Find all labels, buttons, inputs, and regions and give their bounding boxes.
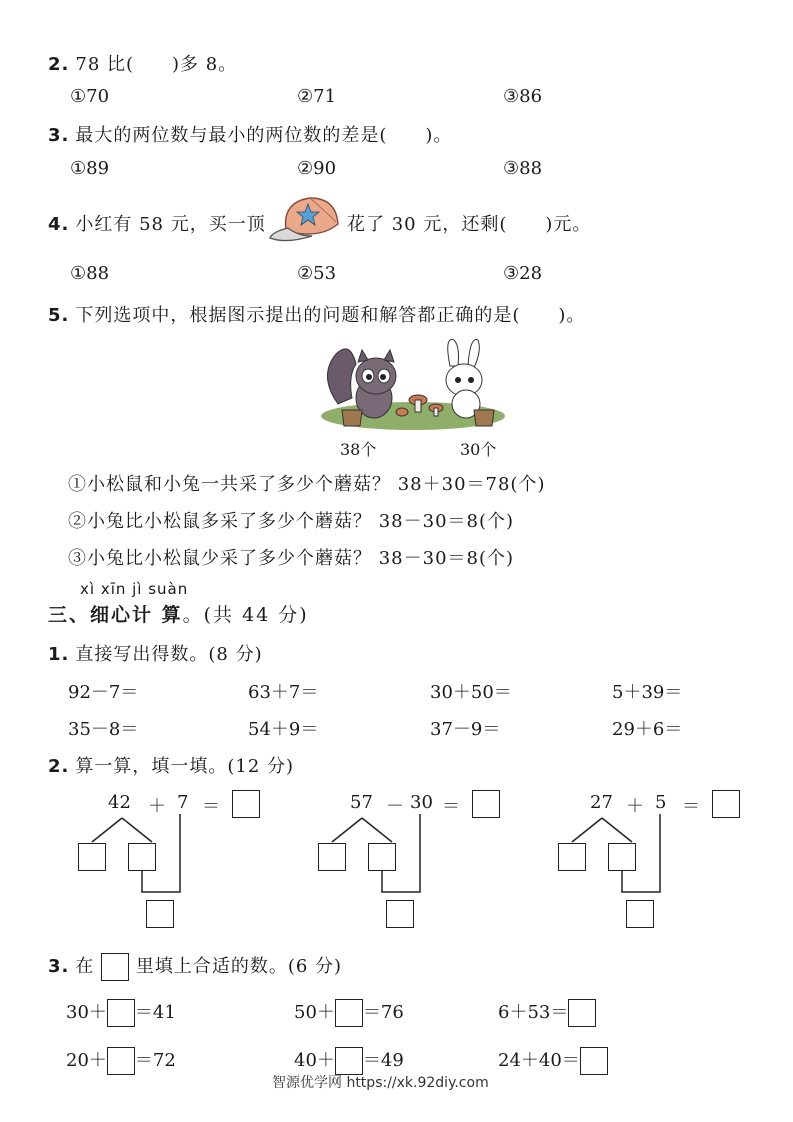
- diagram-3-split-box-right[interactable]: [608, 843, 636, 871]
- diagram-3-equals: ＝: [682, 796, 700, 817]
- choice-3[interactable]: ③小兔比小松鼠少采了多少个蘑菇？ 38－30＝8(个): [68, 548, 515, 569]
- diagram-2-equals: ＝: [442, 796, 460, 817]
- question-number: 3.: [48, 956, 70, 977]
- subquestion-3: [48, 952, 342, 981]
- question-4: [48, 210, 266, 236]
- section-title-main: 三、细心计 算: [48, 604, 183, 626]
- fill-item: [498, 1046, 608, 1075]
- calc-item[interactable]: 5＋39＝: [612, 682, 683, 703]
- option-3[interactable]: ③28: [503, 263, 543, 284]
- question-3: [48, 121, 452, 147]
- diagram-2-result-box[interactable]: [386, 900, 414, 928]
- diagram-1-operand-b: 7: [177, 792, 189, 813]
- question-number: 4.: [48, 214, 70, 235]
- diagram-3-answer-box[interactable]: [712, 790, 740, 818]
- subquestion-1: [48, 640, 263, 666]
- subquestion-2: [48, 752, 294, 778]
- question-5: [48, 301, 585, 327]
- calc-item[interactable]: 37－9＝: [430, 719, 501, 740]
- question-text-part1: 小红有 58 元，买一顶: [75, 214, 266, 235]
- diagram-1-operand-a: 42: [108, 792, 131, 813]
- fill-item-right: ＝41: [134, 1002, 176, 1023]
- footer-watermark: 智源优学网 https://xk.92diy.com: [272, 1075, 489, 1091]
- fill-box[interactable]: [107, 1047, 135, 1075]
- squirrel-rabbit-illustration: [318, 336, 508, 436]
- cap-icon: [268, 190, 348, 248]
- diagram-1-result-box[interactable]: [146, 900, 174, 928]
- fill-box[interactable]: [335, 1047, 363, 1075]
- fill-item-left: 50＋: [294, 1002, 335, 1023]
- question-text-part2: 里填上合适的数。(6 分): [135, 956, 343, 977]
- fill-item: [66, 998, 176, 1027]
- question-number: 5.: [48, 305, 70, 326]
- diagram-1-split-box-right[interactable]: [128, 843, 156, 871]
- squirrel-count-label: 38个: [340, 440, 377, 459]
- option-1[interactable]: ①88: [70, 263, 110, 284]
- fill-item: [66, 1046, 176, 1075]
- question-number: 1.: [48, 644, 70, 665]
- diagram-2-operand-b: 30: [410, 792, 433, 813]
- diagram-3-operand-a: 27: [590, 792, 613, 813]
- example-box: [101, 953, 129, 981]
- option-3[interactable]: ③88: [503, 158, 543, 179]
- choice-2[interactable]: ②小兔比小松鼠多采了多少个蘑菇？ 38－30＝8(个): [68, 511, 515, 532]
- fill-box[interactable]: [580, 1047, 608, 1075]
- fill-item: [498, 998, 596, 1027]
- calc-item[interactable]: 35－8＝: [68, 719, 139, 740]
- diagram-2-split-box-right[interactable]: [368, 843, 396, 871]
- option-1[interactable]: ①70: [70, 86, 110, 107]
- diagram-2-operator: －: [386, 796, 404, 817]
- rabbit-count-label: 30个: [460, 440, 497, 459]
- diagram-2-answer-box[interactable]: [472, 790, 500, 818]
- calc-item[interactable]: 30＋50＝: [430, 682, 512, 703]
- question-4-text-part2: 花了 30 元，还剩( )元。: [347, 214, 592, 235]
- fill-item: [294, 1046, 404, 1075]
- diagram-3-operator: ＋: [626, 796, 644, 817]
- option-1[interactable]: ①89: [70, 158, 110, 179]
- question-number: 2.: [48, 54, 70, 75]
- question-2: [48, 50, 237, 76]
- fill-box[interactable]: [335, 999, 363, 1027]
- section-pinyin: xì xīn jì suàn: [80, 580, 189, 598]
- diagram-3-result-box[interactable]: [626, 900, 654, 928]
- section-title-score: 。(共 44 分): [182, 604, 309, 626]
- calc-item[interactable]: 54＋9＝: [248, 719, 319, 740]
- question-text: 算一算，填一填。(12 分): [75, 756, 295, 777]
- option-2[interactable]: ②71: [297, 86, 337, 107]
- fill-item-left: 30＋: [66, 1002, 107, 1023]
- question-text: 最大的两位数与最小的两位数的差是( )。: [75, 125, 453, 146]
- calc-item[interactable]: 63＋7＝: [248, 682, 319, 703]
- section-title: [48, 600, 309, 627]
- fill-item-left: 40＋: [294, 1050, 335, 1071]
- fill-item-left: 20＋: [66, 1050, 107, 1071]
- question-text-part1: 在: [75, 956, 95, 977]
- fill-box[interactable]: [107, 999, 135, 1027]
- fill-item-left: 6＋53＝: [498, 1002, 569, 1023]
- diagram-1-split-box-left[interactable]: [78, 843, 106, 871]
- question-text: 78 比( )多 8。: [75, 54, 238, 75]
- fill-item-right: ＝72: [134, 1050, 176, 1071]
- calc-item[interactable]: 92－7＝: [68, 682, 139, 703]
- diagram-1-equals: ＝: [202, 796, 220, 817]
- fill-box[interactable]: [568, 999, 596, 1027]
- option-3[interactable]: ③86: [503, 86, 543, 107]
- diagram-2-operand-a: 57: [350, 792, 373, 813]
- question-text: 下列选项中，根据图示提出的问题和解答都正确的是( )。: [75, 305, 586, 326]
- fill-item-right: ＝49: [362, 1050, 404, 1071]
- diagram-2-split-box-left[interactable]: [318, 843, 346, 871]
- fill-item-right: ＝76: [362, 1002, 404, 1023]
- diagram-3-split-box-left[interactable]: [558, 843, 586, 871]
- option-2[interactable]: ②90: [297, 158, 337, 179]
- diagram-1-operator: ＋: [148, 796, 166, 817]
- choice-1[interactable]: ①小松鼠和小兔一共采了多少个蘑菇？ 38＋30＝78(个): [68, 474, 546, 495]
- question-text: 直接写出得数。(8 分): [75, 644, 263, 665]
- fill-item-left: 24＋40＝: [498, 1050, 580, 1071]
- calc-item[interactable]: 29＋6＝: [612, 719, 683, 740]
- option-2[interactable]: ②53: [297, 263, 337, 284]
- diagram-3-operand-b: 5: [655, 792, 667, 813]
- question-number: 2.: [48, 756, 70, 777]
- diagram-1-answer-box[interactable]: [232, 790, 260, 818]
- fill-item: [294, 998, 404, 1027]
- question-number: 3.: [48, 125, 70, 146]
